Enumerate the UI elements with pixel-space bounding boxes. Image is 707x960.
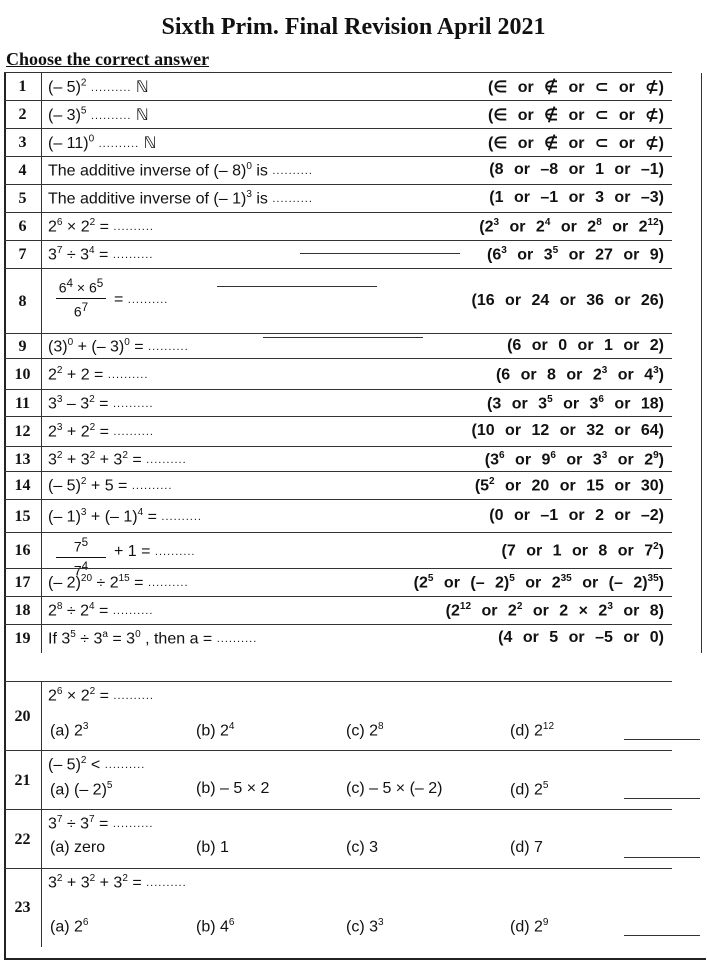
answer-blank-line xyxy=(624,935,700,936)
answer-box-border xyxy=(701,533,702,569)
question-text: = .......... xyxy=(114,291,169,308)
answer-box-border xyxy=(701,417,702,447)
question-number: 4 xyxy=(4,157,42,185)
question-number: 8 xyxy=(4,269,42,334)
mc-question-row xyxy=(4,681,672,751)
answer-blank-line xyxy=(300,253,460,254)
mc-option: (b) $2^4$ xyxy=(196,721,235,740)
question-text: If $3^5 \div 3^a = 3^0$ , then a = .......... xyxy=(48,629,258,648)
question-row xyxy=(4,389,672,417)
question-text: (– 5)$^2$ < .......... xyxy=(48,755,146,774)
question-number: 9 xyxy=(4,334,42,359)
question-row xyxy=(4,596,672,625)
answer-box-border xyxy=(701,101,702,129)
answer-box-border xyxy=(701,500,702,533)
question-row xyxy=(4,72,672,101)
question-text: $2^6 \times 2^2$ = .......... xyxy=(48,217,154,236)
answer-choices: (10 or 12 or 32 or 64) xyxy=(471,422,664,439)
question-number: 19 xyxy=(4,625,42,653)
question-text: + 1 = .......... xyxy=(114,543,196,560)
answer-choices: (7 or 1 or 8 or $7^2$) xyxy=(501,541,664,560)
fraction: $7^5$ $7^4$ xyxy=(56,536,106,578)
question-text: $2^6 \times 2^2$ = .......... xyxy=(48,686,154,705)
question-row xyxy=(4,268,672,334)
mc-option: (b) $4^6$ xyxy=(196,917,235,936)
answer-choices: (1 or –1 or 3 or –3) xyxy=(489,189,664,206)
answer-box-border xyxy=(701,390,702,417)
question-row xyxy=(4,568,672,597)
answer-choices: ($2^3$ or $2^4$ or $2^8$ or $2^{12}$) xyxy=(479,217,664,236)
question-text: (– 5)$^2$ .......... ℕ xyxy=(48,77,149,96)
question-number: 14 xyxy=(4,472,42,500)
question-text: $3^3 - 3^2$ = .......... xyxy=(48,393,154,412)
answer-choices: (16 or 24 or 36 or 26) xyxy=(471,291,664,309)
answer-box-border xyxy=(701,472,702,500)
question-row xyxy=(4,184,672,213)
question-text: (– 11)$^0$ .......... ℕ xyxy=(48,133,157,152)
question-number: 17 xyxy=(4,569,42,597)
question-row xyxy=(4,532,672,579)
answer-box-border xyxy=(701,129,702,157)
question-text: (– 1)$^3$ + (– 1)$^4$ = .......... xyxy=(48,506,202,525)
question-number: 6 xyxy=(4,213,42,241)
question-text: $3^7 \div 3^7$ = .......... xyxy=(48,814,154,833)
answer-blank-line xyxy=(217,286,377,287)
answer-choices: ($2^{12}$ or $2^2$ or $2 \times 2^3$ or 8) xyxy=(445,601,664,620)
answer-choices: (3 or $3^5$ or $3^6$ or 18) xyxy=(487,393,664,412)
mc-question-row xyxy=(4,809,672,869)
answer-box-border xyxy=(701,447,702,472)
question-text: $2^8 \div 2^4$ = .......... xyxy=(48,601,154,620)
question-row xyxy=(4,358,672,390)
question-number: 12 xyxy=(4,417,42,447)
section-heading: Choose the correct answer xyxy=(6,49,210,69)
question-number: 23 xyxy=(4,869,42,947)
mc-option: (b) 1 xyxy=(196,839,229,856)
question-number: 7 xyxy=(4,241,42,269)
answer-box-border xyxy=(701,157,702,185)
mc-option: (a) $2^3$ xyxy=(50,721,89,740)
answer-choices: ($3^6$ or $9^6$ or $3^3$ or $2^9$) xyxy=(484,449,664,468)
answer-blank-line xyxy=(624,798,700,799)
answer-box-border xyxy=(701,334,702,359)
answer-blank-line xyxy=(263,337,423,338)
question-row xyxy=(4,240,672,269)
question-number: 18 xyxy=(4,597,42,625)
mc-option: (c) $2^8$ xyxy=(346,721,384,740)
question-text: $(3)^0$ + (– 3)$^0$ = .......... xyxy=(48,336,189,355)
question-number: 2 xyxy=(4,101,42,129)
mc-option: (d) $2^9$ xyxy=(510,917,549,936)
mc-option: (a) (– 2)$^5$ xyxy=(50,780,113,799)
answer-box-border xyxy=(701,73,702,101)
question-row xyxy=(4,100,672,129)
question-text: $2^2 + 2$ = .......... xyxy=(48,364,149,383)
question-number: 11 xyxy=(4,390,42,417)
question-text: $3^2 + 3^2 + 3^2$ = .......... xyxy=(48,873,187,892)
answer-choices: (4 or 5 or –5 or 0) xyxy=(498,629,664,646)
question-number: 20 xyxy=(4,682,42,751)
answer-box-border xyxy=(701,597,702,625)
mc-option: (c) $3^3$ xyxy=(346,917,384,936)
question-number: 21 xyxy=(4,751,42,810)
answer-choices: ($2^5$ or (– 2)$^5$ or $2^{35}$ or (– 2)$^{35}$) xyxy=(413,573,664,592)
fraction: $6^4 \times 6^5$ $6^7$ xyxy=(56,277,106,319)
question-text: (– $2)^{20} \div 2^{15}$ = .......... xyxy=(48,573,189,592)
answer-box-border xyxy=(701,625,702,653)
mc-option: (d) $2^5$ xyxy=(510,780,549,799)
mc-option: (d) 7 xyxy=(510,839,543,856)
question-row xyxy=(4,446,672,472)
question-number: 1 xyxy=(4,73,42,101)
answer-box-border xyxy=(701,269,702,334)
answer-choices: (6 or 8 or $2^3$ or $4^3$) xyxy=(495,364,664,383)
question-text: (– 3)$^5$ .......... ℕ xyxy=(48,105,149,124)
question-number: 3 xyxy=(4,129,42,157)
answer-choices: (∈ or ∉ or ⊂ or ⊄) xyxy=(487,107,664,124)
mc-option: (a) zero xyxy=(50,839,106,856)
question-number: 5 xyxy=(4,185,42,213)
question-text: $3^2 + 3^2 + 3^2$ = .......... xyxy=(48,449,187,468)
answer-choices: (0 or –1 or 2 or –2) xyxy=(489,506,664,524)
answer-box-border xyxy=(701,359,702,390)
question-text: $2^3 + 2^2$ = .......... xyxy=(48,422,154,441)
question-number: 13 xyxy=(4,447,42,472)
answer-box-border xyxy=(701,213,702,241)
question-text: (– 5)$^2$ + 5 = .......... xyxy=(48,476,173,495)
answer-blank-line xyxy=(624,739,700,740)
mc-option: (b) – 5 × 2 xyxy=(196,780,270,797)
question-number: 22 xyxy=(4,810,42,869)
question-row xyxy=(4,416,672,447)
answer-blank-line xyxy=(624,857,700,858)
mc-option: (c) – 5 × (– 2) xyxy=(346,780,443,797)
question-row xyxy=(4,499,672,533)
question-number: 16 xyxy=(4,533,42,569)
answer-box-border xyxy=(701,185,702,213)
answer-choices: (∈ or ∉ or ⊂ or ⊄) xyxy=(487,79,664,96)
question-text: The additive inverse of (– 8)$^0$ is .......... xyxy=(48,161,313,180)
answer-choices: ($6^3$ or $3^5$ or 27 or 9) xyxy=(487,245,664,264)
question-row xyxy=(4,624,672,653)
question-text: The additive inverse of (– 1)$^3$ is .......... xyxy=(48,189,313,208)
page-title: Sixth Prim. Final Revision April 2021 xyxy=(161,14,546,40)
question-number: 15 xyxy=(4,500,42,533)
answer-box-border xyxy=(701,241,702,269)
mc-question-row xyxy=(4,750,672,810)
mc-option: (c) 3 xyxy=(346,839,378,856)
answer-box-border xyxy=(701,569,702,597)
mc-question-row xyxy=(4,868,672,947)
question-number: 10 xyxy=(4,359,42,390)
question-row xyxy=(4,471,672,500)
answer-choices: ($5^2$ or 20 or 15 or 30) xyxy=(474,476,664,495)
answer-choices: (6 or 0 or 1 or 2) xyxy=(507,336,664,354)
mc-option: (a) $2^6$ xyxy=(50,917,89,936)
mc-option: (d) $2^{12}$ xyxy=(510,721,555,740)
answer-choices: (∈ or ∉ or ⊂ or ⊄) xyxy=(487,135,664,152)
question-row xyxy=(4,156,672,185)
question-text: $3^7 \div 3^4$ = .......... xyxy=(48,245,154,264)
question-row xyxy=(4,128,672,157)
question-row xyxy=(4,212,672,241)
answer-choices: (8 or –8 or 1 or –1) xyxy=(489,161,664,178)
